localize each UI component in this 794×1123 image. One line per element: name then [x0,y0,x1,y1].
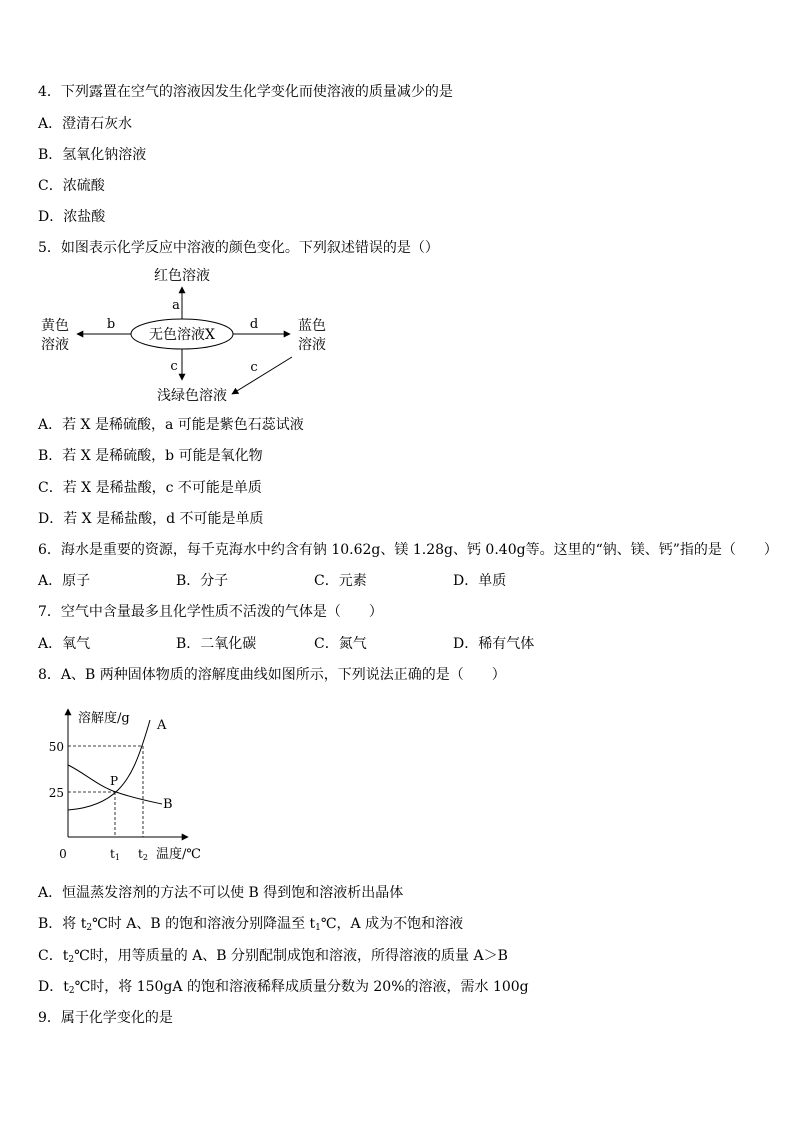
curve-a-label: A [157,718,167,733]
label-a: a [172,298,180,313]
curve-b-label: B [163,797,173,812]
q8-option-a: A．恒温蒸发溶剂的方法不可以使 B 得到饱和溶液析出晶体 [38,885,404,901]
q4-option-b: B．氢氧化钠溶液 [38,147,147,163]
q6-option-c: C．元素 [314,573,367,589]
top-solution: 红色溶液 [154,268,210,284]
q4-option-a: A．澄清石灰水 [38,116,133,132]
label-c2: c [250,360,258,375]
y-tick-25: 25 [48,786,64,800]
q8-solubility-graph [38,700,228,865]
q8-option-c: C．$t_2℃$时，用等质量的 A、B 分别配制成饱和溶液，所得溶液的质量 A＞B [38,948,508,965]
q7-option-c: C．氮气 [314,636,367,652]
q8-option-b: B．将 $t_2℃$时 A、B 的饱和溶液分别降温至 $t_1℃$，A 成为不饱和溶液 [38,916,464,933]
q6-option-d: D．单质 [453,573,507,589]
q4-option-d: D．浓盐酸 [38,209,106,225]
t1-label: t1 [110,847,120,862]
q7-option-b: B．二氧化碳 [176,636,257,652]
q6-option-a: A．原子 [38,573,91,589]
arrow-diagonal [232,357,292,394]
q8-stem: 8．A、B 两种固体物质的溶解度曲线如图所示，下列说法正确的是（ ） [38,667,506,683]
x-axis-label: 温度/℃ [156,847,201,862]
center-label: 无色溶液X [149,327,215,343]
q4-stem: 4．下列露置在空气的溶液因发生化学变化而使溶液的质量减少的是 [38,84,453,100]
left-solution-2: 溶液 [41,337,69,353]
label-c: c [170,359,178,374]
q5-option-d: D．若 X 是稀盐酸，d 不可能是单质 [38,511,264,527]
right-solution-2: 溶液 [298,337,326,353]
curve-a [68,720,150,810]
q7-option-d: D．稀有气体 [453,636,535,652]
label-b: b [106,317,116,332]
t2-label: t2 [138,847,148,862]
origin-label: 0 [59,847,67,861]
q5-option-c: C．若 X 是稀盐酸，c 不可能是单质 [38,480,262,496]
bottom-solution: 浅绿色溶液 [157,388,227,404]
y-axis-label: 溶解度/g [78,711,130,726]
right-solution-1: 蓝色 [298,318,326,334]
q8-option-d: D．$t_2℃$时，将 150gA 的饱和溶液稀释成质量分数为 20%的溶液，需水 100g [38,979,529,996]
q7-option-a: A．氧气 [38,636,91,652]
point-p-label: P [110,774,119,788]
q6-option-b: B．分子 [176,573,229,589]
y-tick-50: 50 [48,740,64,754]
q5-color-change-diagram [30,262,350,412]
q6-stem: 6．海水是重要的资源，每千克海水中约含有钠 10.62g、镁 1.28g、钙 0.40g等。这里的“钠、镁、钙”指的是（ ） [38,542,778,558]
q7-stem: 7．空气中含量最多且化学性质不活泼的气体是（ ） [38,604,383,620]
q9-stem: 9．属于化学变化的是 [38,1010,173,1026]
label-d: d [249,317,259,332]
q4-option-c: C．浓硫酸 [38,178,105,194]
q5-option-b: B．若 X 是稀硫酸，b 可能是氧化物 [38,448,263,464]
q5-option-a: A．若 X 是稀硫酸，a 可能是紫色石蕊试液 [38,417,304,433]
left-solution-1: 黄色 [41,318,69,334]
q5-stem: 5．如图表示化学反应中溶液的颜色变化。下列叙述错误的是（） [38,240,439,256]
